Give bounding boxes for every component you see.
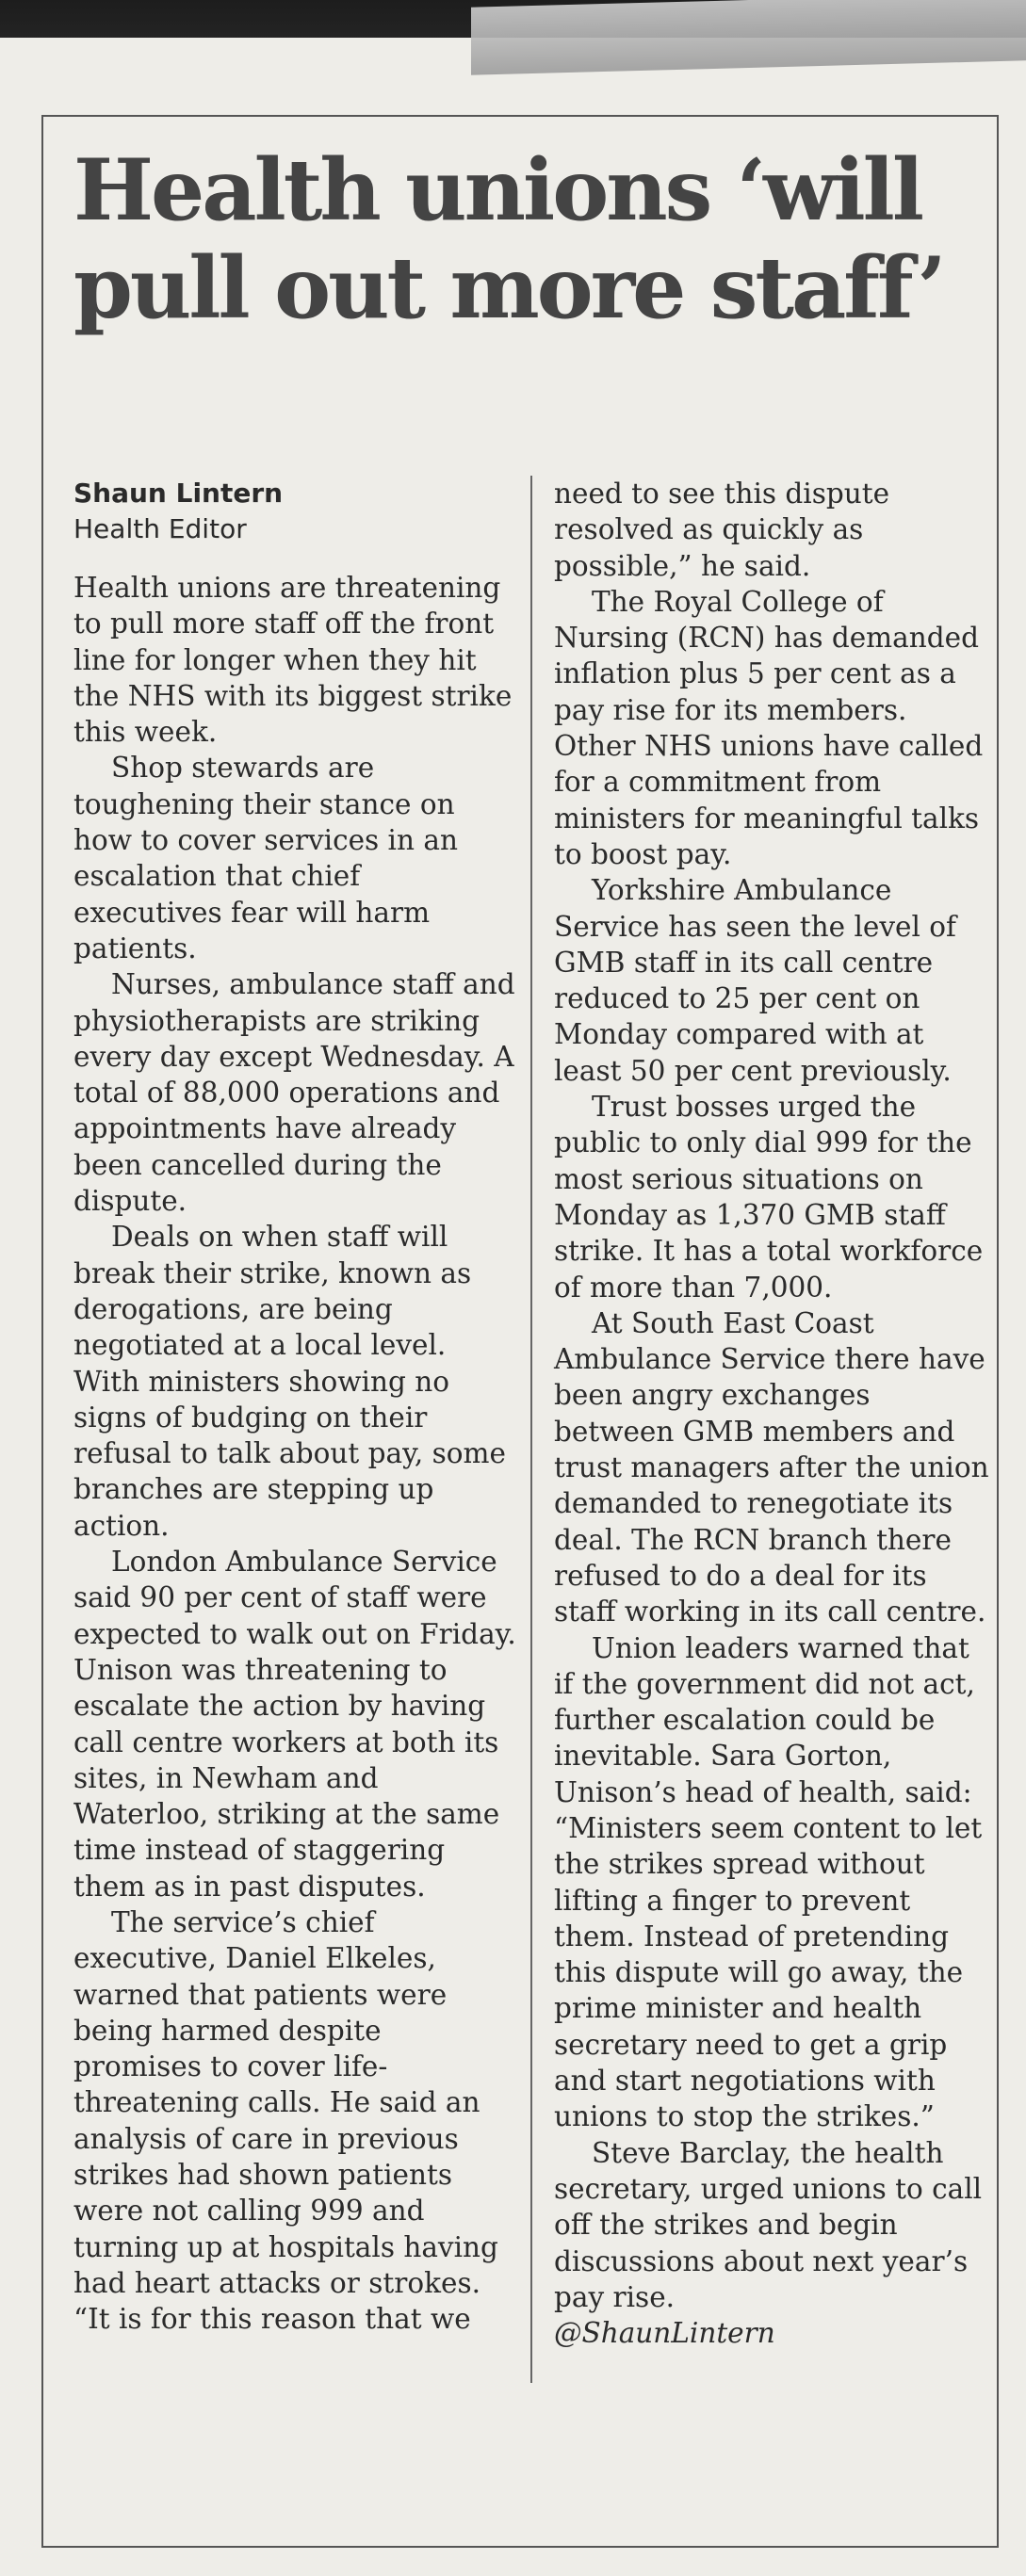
paragraph: Steve Barclay, the health secretary, urged unions to call off the strikes and begin discussions about next year’s pay rise. (554, 2136, 983, 2313)
column-divider (530, 476, 532, 2383)
paragraph: Nurses, ambulance staff and physiotherapists are striking every day except Wednesday. A total of 88,000 operations and appointments have already been cancelled during the dispute. (73, 968, 515, 1218)
paragraph: Deals on when staff will break their strike, known as derogations, are being negotiated at a local level. With ministers showing no signs of budging on their refusal to talk about pay, some branches are stepping up action. (73, 1221, 506, 1542)
article-column-1 (73, 476, 516, 2338)
paragraph: Yorkshire Ambulance Service has seen the level of GMB staff in its call centre reduced to 25 per cent on Monday compared with at least 50 per cent previously. (554, 874, 956, 1087)
paragraph: The service’s chief executive, Daniel Elkeles, warned that patients were being harmed despite promises to cover life-threatening calls. He said an analysis of care in previous strikes had shown patients were not calling 999 and turning up at hospitals having had heart attacks or strokes. “It is for this reason that we (73, 1905, 498, 2336)
byline-role: Health Editor (73, 513, 247, 544)
paragraph: Shop stewards are toughening their stance on how to cover services in an escalation that chief executives fear will harm patients. (73, 752, 458, 964)
article-column-2 (554, 476, 997, 2351)
paragraph: At South East Coast Ambulance Service there have been angry exchanges between GMB members and trust managers after the union demanded to renegotiate its deal. The RCN branch there refused to do a deal for its staff working in its call centre. (554, 1306, 989, 1628)
paragraph: need to see this dispute resolved as quickly as possible,” he said. (554, 478, 890, 582)
paragraph: Union leaders warned that if the government did not act, further escalation could be inevitable. Sara Gorton, Unison’s head of health, said: “Ministers seem content to let the strikes spread without lifting a finger to prevent them. Instead of pretending this dispute will go away, the prime minister and health secretary need to get a grip and start negotiations with unions to stop the strikes.” (554, 1631, 983, 2133)
headline: Health unions ‘will pull out more staff’ (73, 140, 944, 338)
paragraph: Health unions are threatening to pull more staff off the front line for longer when they hit the NHS with its biggest strike this week. (73, 572, 513, 749)
paragraph: The Royal College of Nursing (RCN) has demanded inflation plus 5 per cent as a pay rise for its members. Other NHS unions have called for a commitment from ministers for meaningful talks to boost pay. (554, 585, 984, 870)
byline-author: Shaun Lintern (73, 478, 284, 509)
paragraph: London Ambulance Service said 90 per cent of staff were expected to walk out on Friday. Unison was threatening to escalate the action by having call centre workers at both its sites, in Newham and Waterloo, striking at the same time instead of staggering them as in past disputes. (73, 1546, 516, 1903)
author-handle: @ShaunLintern (554, 2317, 775, 2350)
paragraph: Trust bosses urged the public to only dial 999 for the most serious situations on Monday as 1,370 GMB staff strike. It has a total workforce of more than 7,000. (554, 1091, 984, 1304)
